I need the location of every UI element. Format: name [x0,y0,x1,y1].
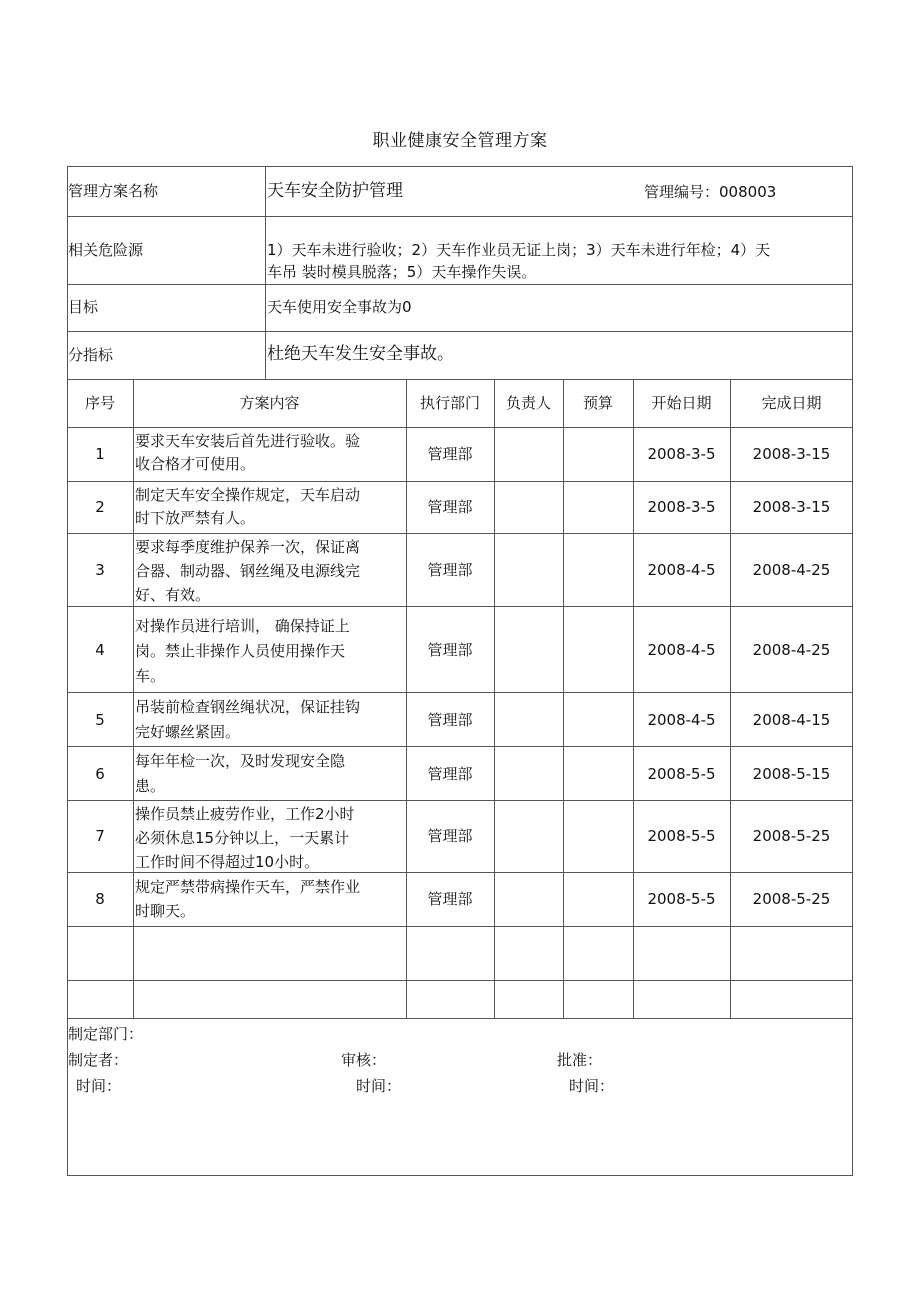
content-line: 要求天车安装后首先进行验收。验 [135,432,361,450]
row-divider [67,926,853,927]
row-content [135,484,360,530]
plan-code-value: 008003 [719,183,777,201]
row-divider [67,746,853,747]
content-line: 时下放严禁有人。 [135,509,256,527]
content-line: 要求每季度维护保养一次，保证离 [135,538,361,556]
row-end-date: 2008-5-15 [752,765,831,783]
column-header-owner: 负责人 [505,394,551,412]
row-end-date: 2008-3-15 [752,445,831,463]
row-number: 6 [95,765,105,783]
row-divider [67,533,853,534]
content-line: 患。 [135,777,166,795]
goal-value: 天车使用安全事故为0 [267,298,412,316]
footer-review-label: 审核： [341,1051,387,1069]
column-divider [563,379,564,1018]
content-line: 岗。禁止非操作人员使用操作天 [135,642,346,660]
row-content [135,695,360,745]
footer-approve-label: 批准： [557,1051,603,1069]
hazard-value [267,238,770,284]
row-end-date: 2008-3-15 [752,498,831,516]
column-header-end: 完成日期 [761,394,822,412]
row-start-date: 2008-4-5 [647,641,716,659]
row-dept: 管理部 [427,641,473,659]
plan-name-label: 管理方案名称 [68,182,159,200]
plan-code-label: 管理编号： [644,183,720,201]
column-header-start: 开始日期 [651,394,712,412]
content-line: 工作时间不得超过10小时。 [135,853,320,871]
row-divider [67,1018,853,1019]
content-line: 规定严禁带病操作天车，严禁作业 [135,878,361,896]
row-divider [67,800,853,801]
row-dept: 管理部 [427,711,473,729]
row-content [135,802,355,874]
row-content [135,875,360,923]
row-start-date: 2008-4-5 [647,561,716,579]
footer-dept-label: 制定部门： [68,1025,144,1043]
row-end-date: 2008-4-25 [752,641,831,659]
hazard-line: 车吊 装时模具脱落；5）天车操作失误。 [267,263,537,281]
content-line: 操作员禁止疲劳作业，工作2小时 [135,805,355,823]
row-divider [67,216,853,217]
row-start-date: 2008-5-5 [647,827,716,845]
row-divider [67,481,853,482]
row-end-date: 2008-5-25 [752,890,831,908]
content-line: 好、有效。 [135,586,211,604]
row-dept: 管理部 [427,765,473,783]
row-divider [67,331,853,332]
content-line: 车。 [135,667,166,685]
row-start-date: 2008-4-5 [647,711,716,729]
row-number: 8 [95,890,105,908]
column-header-dept: 执行部门 [419,394,480,412]
row-number: 2 [95,498,105,516]
sub-target-value: 杜绝天车发生安全事故。 [267,344,454,364]
row-divider [67,379,853,380]
hazard-label: 相关危险源 [68,241,144,259]
row-end-date: 2008-4-25 [752,561,831,579]
sub-target-label: 分指标 [68,346,114,364]
document-title: 职业健康安全管理方案 [372,131,548,151]
row-start-date: 2008-3-5 [647,498,716,516]
plan-code [644,180,776,204]
column-divider [406,379,407,1018]
row-content [135,749,345,799]
row-divider [67,692,853,693]
footer-time-label: 时间： [569,1077,615,1095]
column-header-no: 序号 [84,394,115,412]
column-divider [494,379,495,1018]
content-line: 制定天车安全操作规定，天车启动 [135,486,361,504]
footer-time-label: 时间： [76,1077,122,1095]
column-header-budget: 预算 [582,394,613,412]
row-dept: 管理部 [427,445,473,463]
content-line: 对操作员进行培训， 确保持证上 [135,617,350,635]
goal-label: 目标 [68,298,99,316]
row-number: 4 [95,641,105,659]
footer-time-label: 时间： [356,1077,402,1095]
content-line: 合器、制动器、钢丝绳及电源线完 [135,562,361,580]
content-line: 吊装前检查钢丝绳状况，保证挂钩 [135,698,361,716]
row-content [135,614,350,689]
row-dept: 管理部 [427,827,473,845]
row-dept: 管理部 [427,890,473,908]
row-content [135,535,360,607]
row-end-date: 2008-5-25 [752,827,831,845]
row-dept: 管理部 [427,498,473,516]
column-header-content: 方案内容 [239,394,300,412]
row-start-date: 2008-3-5 [647,445,716,463]
content-line: 必须休息15分钟以上，一天累计 [135,829,350,847]
plan-name-value: 天车安全防护管理 [267,181,403,201]
row-divider [67,284,853,285]
row-start-date: 2008-5-5 [647,765,716,783]
hazard-line: 1）天车未进行验收；2）天车作业员无证上岗；3）天车未进行年检；4）天 [267,241,771,259]
content-line: 完好螺丝紧固。 [135,723,241,741]
row-number: 1 [95,445,105,463]
row-end-date: 2008-4-15 [752,711,831,729]
footer-author-label: 制定者： [68,1051,129,1069]
row-dept: 管理部 [427,561,473,579]
header-column-divider [265,166,266,379]
row-start-date: 2008-5-5 [647,890,716,908]
column-divider [133,379,134,1018]
row-divider [67,427,853,428]
column-divider [633,379,634,1018]
row-number: 5 [95,711,105,729]
row-number: 3 [95,561,105,579]
content-line: 每年年检一次，及时发现安全隐 [135,752,346,770]
content-line: 时聊天。 [135,902,196,920]
column-divider [730,379,731,1018]
row-divider [67,980,853,981]
row-content [135,430,360,476]
row-number: 7 [95,827,105,845]
content-line: 收合格才可使用。 [135,455,256,473]
